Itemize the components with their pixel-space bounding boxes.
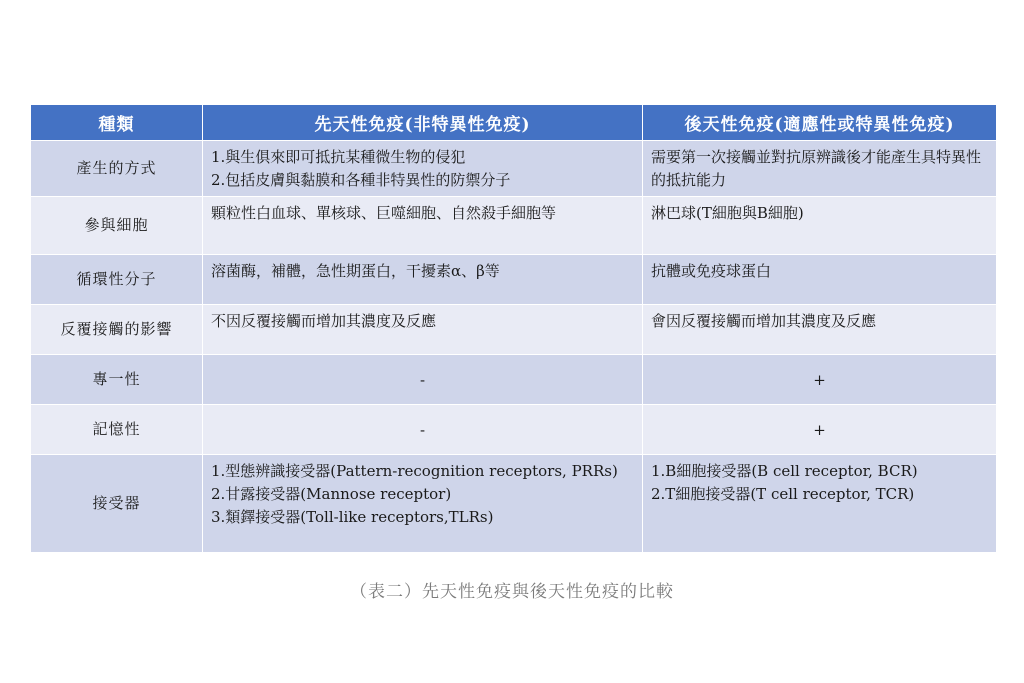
row-label: 接受器 (31, 455, 203, 553)
row-label: 記憶性 (31, 405, 203, 455)
immunity-comparison-table (30, 104, 997, 553)
innate-cell: - (203, 405, 643, 455)
table-row (31, 305, 997, 355)
innate-cell: - (203, 355, 643, 405)
header-category: 種類 (31, 105, 203, 141)
comparison-table-wrapper (30, 104, 996, 553)
table-row (31, 455, 997, 553)
header-adaptive-immunity: 後天性免疫(適應性或特異性免疫) (643, 105, 997, 141)
adaptive-cell: 抗體或免疫球蛋白 (643, 255, 997, 305)
table-row (31, 255, 997, 305)
header-innate-immunity: 先天性免疫(非特異性免疫) (203, 105, 643, 141)
innate-cell: 顆粒性白血球、單核球、巨噬細胞、自然殺手細胞等 (203, 197, 643, 255)
table-caption: （表二）先天性免疫與後天性免疫的比較 (350, 582, 674, 602)
innate-cell: 1.型態辨識接受器(Pattern-recognition receptors, PRRs) 2.甘露接受器(Mannose receptor) 3.類鐸接受器(Toll-like receptors,TLRs) (203, 455, 643, 553)
adaptive-cell: 需要第一次接觸並對抗原辨識後才能產生具特異性的抵抗能力 (643, 141, 997, 197)
row-label: 參與細胞 (31, 197, 203, 255)
table-row (31, 355, 997, 405)
row-label: 產生的方式 (31, 141, 203, 197)
adaptive-cell: 會因反覆接觸而增加其濃度及反應 (643, 305, 997, 355)
adaptive-cell: + (643, 405, 997, 455)
table-row (31, 405, 997, 455)
table-row (31, 197, 997, 255)
adaptive-cell: 淋巴球(T細胞與B細胞) (643, 197, 997, 255)
innate-cell: 不因反覆接觸而增加其濃度及反應 (203, 305, 643, 355)
table-header-row (31, 105, 997, 141)
table-row (31, 141, 997, 197)
adaptive-cell: + (643, 355, 997, 405)
adaptive-cell: 1.B細胞接受器(B cell receptor, BCR) 2.T細胞接受器(T cell receptor, TCR) (643, 455, 997, 553)
row-label: 反覆接觸的影響 (31, 305, 203, 355)
innate-cell: 1.與生俱來即可抵抗某種微生物的侵犯 2.包括皮膚與黏膜和各種非特異性的防禦分子 (203, 141, 643, 197)
row-label: 循環性分子 (31, 255, 203, 305)
row-label: 專一性 (31, 355, 203, 405)
innate-cell: 溶菌酶，補體，急性期蛋白，干擾素α、β等 (203, 255, 643, 305)
